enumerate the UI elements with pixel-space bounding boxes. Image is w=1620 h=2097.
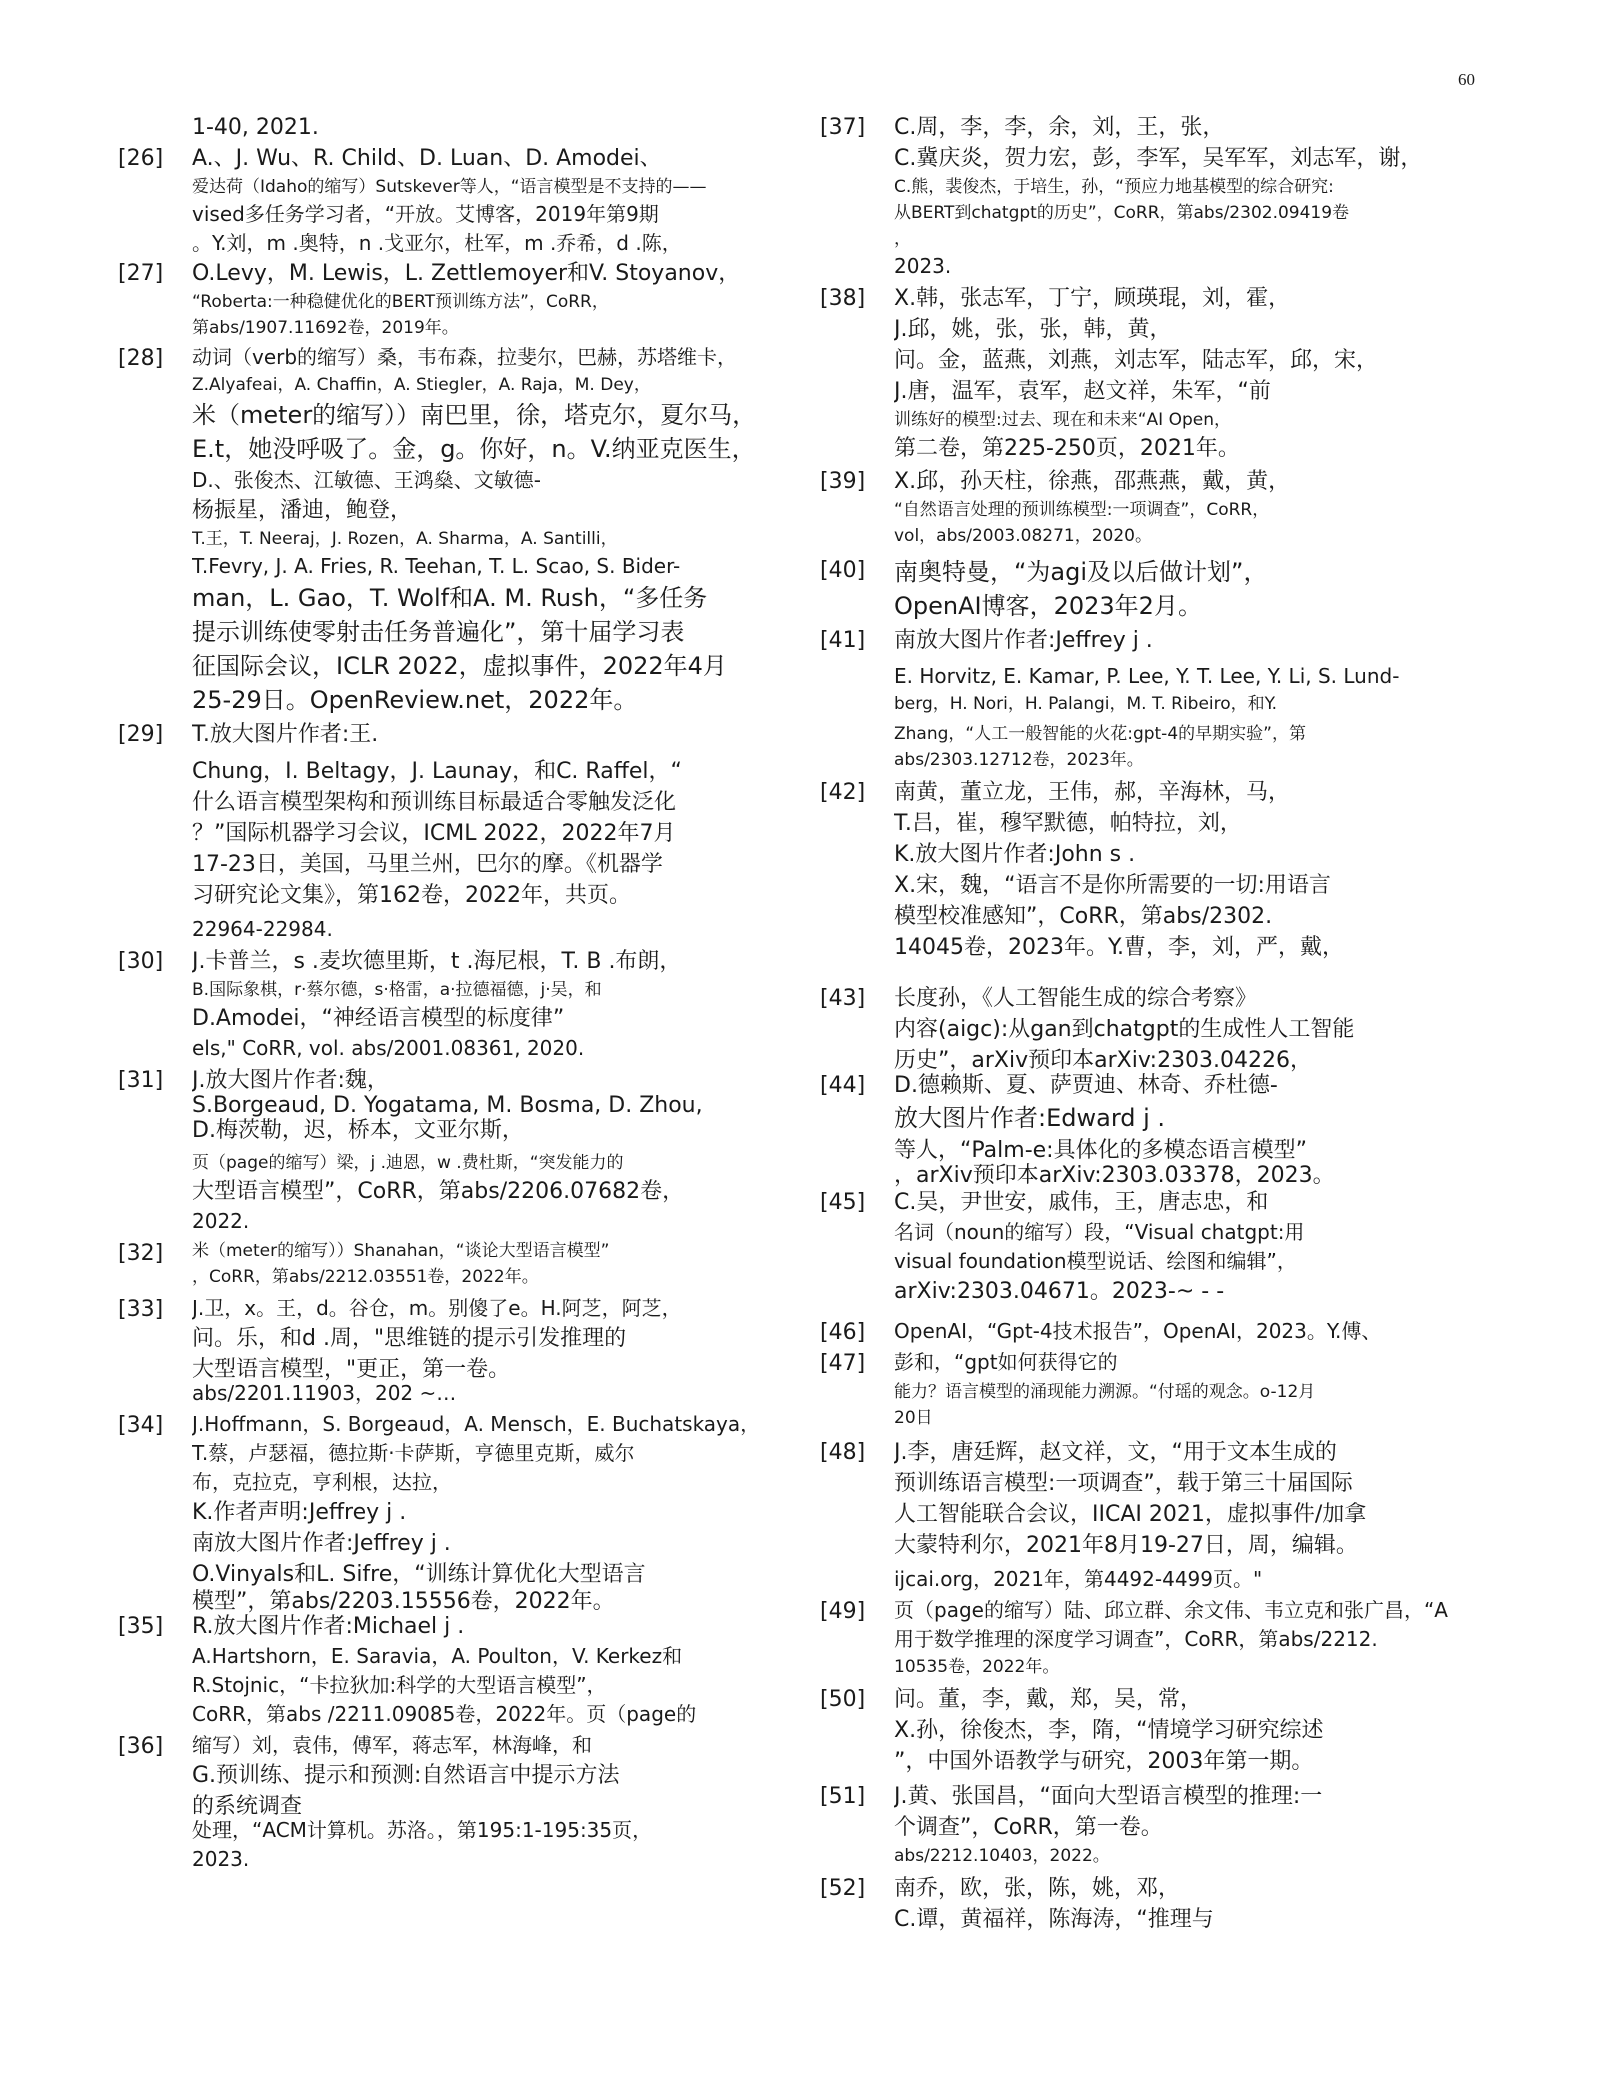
reference-line: J.卡普兰，s .麦坎德里斯，t .海尼根，T. B .布朗，	[192, 949, 682, 974]
reference-line: 等人，“Palm-e:具体化的多模态语言模型”	[894, 1138, 1307, 1163]
reference-line: 大型语言模型”，CoRR，第abs/2206.07682卷，	[192, 1179, 685, 1204]
reference-number: [39]	[820, 469, 866, 494]
reference-line: X.宋，魏，“语言不是你所需要的一切:用语言	[894, 873, 1331, 898]
reference-line: 1-40, 2021.	[192, 115, 319, 140]
reference-number: [49]	[820, 1599, 866, 1624]
reference-line: Z.Alyafeai，A. Chaffin，A. Stiegler，A. Raja，M. Dey，	[192, 375, 651, 395]
reference-number: [32]	[118, 1241, 164, 1266]
reference-number: [41]	[820, 628, 866, 653]
reference-39	[820, 466, 1558, 549]
reference-38	[820, 283, 1558, 464]
reference-line: berg，H. Nori，H. Palangi，M. T. Ribeiro，和Y.	[894, 694, 1277, 714]
reference-line: 名词（noun的缩写）段，“Visual chatgpt:用	[894, 1220, 1305, 1244]
reference-33	[118, 1294, 790, 1408]
reference-line: T.吕，崔，穆罕默德，帕特拉，刘，	[894, 811, 1242, 836]
reference-37	[820, 112, 1558, 281]
reference-43	[820, 983, 1558, 1076]
reference-line: C.吴，尹世安，戚伟，王，唐志忠，和	[894, 1190, 1269, 1215]
reference-47	[820, 1348, 1558, 1431]
reference-line: vol，abs/2003.08271，2020。	[894, 526, 1152, 546]
reference-line: abs/2212.10403，2022。	[894, 1846, 1110, 1866]
reference-45	[820, 1187, 1558, 1307]
reference-line: J.唐，温军，袁军，赵文祥，朱军，“前	[894, 379, 1271, 404]
reference-41	[820, 625, 1558, 773]
reference-line: 25-29日。OpenReview.net，2022年。	[192, 686, 638, 714]
reference-line: R.Stojnic，“卡拉狄加:科学的大型语言模型”，	[192, 1673, 607, 1697]
reference-line: R.放大图片作者:Michael j .	[192, 1614, 465, 1639]
reference-27	[118, 258, 790, 341]
reference-line: OpenAI博客，2023年2月。	[894, 592, 1202, 620]
reference-number: [43]	[820, 986, 866, 1011]
reference-line: 训练好的模型:过去、现在和未来“AI Open，	[894, 410, 1231, 430]
reference-line: 问。乐，和d .周，"思维链的提示引发推理的	[192, 1326, 627, 1351]
reference-number: [27]	[118, 261, 164, 286]
references-right-column	[820, 112, 1558, 1937]
reference-line: O.Vinyals和L. Sifre，“训练计算优化大型语言	[192, 1562, 646, 1587]
reference-line: K.作者声明:Jeffrey j .	[192, 1500, 407, 1525]
reference-line: 2022.	[192, 1209, 250, 1233]
reference-line: 杨振星，潘迪，鲍登，	[192, 498, 413, 523]
reference-line: “Roberta:一种稳健优化的BERT预训练方法”，CoRR，	[192, 292, 609, 312]
reference-line: 2023.	[192, 1847, 250, 1871]
reference-line: 习研究论文集》，第162卷，2022年，共页。	[192, 883, 631, 908]
reference-line: K.放大图片作者:John s .	[894, 842, 1136, 867]
reference-line: A.Hartshorn，E. Saravia，A. Poulton，V. Kerkez和	[192, 1644, 683, 1668]
reference-line: J.黄、张国昌，“面向大型语言模型的推理:一	[894, 1784, 1323, 1809]
reference-line: X.孙，徐俊杰，李，隋，“情境学习研究综述	[894, 1718, 1324, 1743]
reference-line: 预训练语言模型:一项调查”，载于第三十届国际	[894, 1471, 1353, 1496]
reference-line: arXiv:2303.04671。2023-~ - -	[894, 1279, 1225, 1304]
reference-line: 南放大图片作者:Jeffrey j .	[894, 628, 1153, 653]
reference-line: T.放大图片作者:王.	[192, 722, 379, 747]
reference-line: 模型校准感知”，CoRR，第abs/2302.	[894, 904, 1273, 929]
reference-50	[820, 1684, 1558, 1777]
reference-number: [38]	[820, 286, 866, 311]
reference-line: B.国际象棋，r·蔡尔德，s·格雷，a·拉德福德，j·吴，和	[192, 980, 602, 1000]
reference-line: C.冀庆炎，贺力宏，彭，李军，吴军军，刘志军，谢，	[894, 146, 1423, 171]
reference-line: Zhang，“人工一般智能的火花:gpt-4的早期实验”，第	[894, 724, 1306, 744]
reference-line: OpenAI，“Gpt-4技术报告”，OpenAI，2023。Y.傅、	[894, 1319, 1382, 1343]
reference-line: 10535卷，2022年。	[894, 1657, 1060, 1677]
reference-35	[118, 1611, 790, 1729]
reference-40	[820, 555, 1558, 623]
reference-line: 20日	[894, 1408, 933, 1428]
reference-number: [40]	[820, 558, 866, 583]
reference-31	[118, 1065, 790, 1236]
reference-line: 大型语言模型，"更正，第一卷。	[192, 1357, 511, 1382]
reference-line: 南黄，董立龙，王伟，郝，辛海林，马，	[894, 780, 1291, 805]
reference-line: 模型”，第abs/2203.15556卷，2022年。	[192, 1589, 615, 1614]
reference-number: [35]	[118, 1614, 164, 1639]
reference-line: 什么语言模型架构和预训练目标最适合零触发泛化	[192, 790, 677, 815]
reference-32	[118, 1238, 790, 1290]
reference-line: 提示训练使零射击任务普遍化”，第十届学习表	[192, 618, 685, 646]
reference-number: [44]	[820, 1073, 866, 1098]
reference-line: 米（meter的缩写））南巴里，徐，塔克尔，夏尔马，	[192, 401, 757, 429]
reference-49	[820, 1596, 1558, 1680]
reference-number: [33]	[118, 1297, 164, 1322]
page-number: 60	[1458, 70, 1475, 89]
reference-line: ijcai.org，2021年，第4492-4499页。"	[894, 1567, 1263, 1591]
reference-line: S.Borgeaud, D. Yogatama, M. Bosma, D. Zhou,	[192, 1093, 703, 1118]
reference-number: [29]	[118, 722, 164, 747]
reference-30	[118, 946, 790, 1063]
reference-line: 个调查”，CoRR，第一卷。	[894, 1815, 1163, 1840]
reference-number: [52]	[820, 1876, 866, 1901]
reference-number: [30]	[118, 949, 164, 974]
reference-line: J.李，唐廷辉，赵文祥，文，“用于文本生成的	[894, 1440, 1337, 1465]
reference-line: 历史”，arXiv预印本arXiv:2303.04226，	[894, 1048, 1313, 1073]
reference-line: abs/2303.12712卷，2023年。	[894, 750, 1144, 770]
reference-line: vised多任务学习者，“开放。艾博客，2019年第9期	[192, 202, 659, 226]
reference-line: 能力？语言模型的涌现能力溯源。“付瑶的观念。o-12月	[894, 1382, 1316, 1402]
reference-29	[118, 719, 790, 944]
reference-line: E. Horvitz, E. Kamar, P. Lee, Y. T. Lee, Y. Li, S. Lund-	[894, 664, 1400, 688]
reference-line: 征国际会议，ICLR 2022，虚拟事件，2022年4月	[192, 652, 727, 680]
reference-line: C.熊，裴俊杰，于培生，孙，“预应力地基模型的综合研究:	[894, 177, 1334, 197]
reference-line: ”，中国外语教学与研究，2003年第一期。	[894, 1749, 1314, 1774]
reference-line: ，arXiv预印本arXiv:2303.03378，2023。	[894, 1163, 1335, 1188]
reference-line: T.蔡，卢瑟福，德拉斯·卡萨斯，亨德里克斯，威尔	[192, 1441, 635, 1465]
reference-line: 放大图片作者:Edward j .	[894, 1104, 1166, 1132]
reference-line: G.预训练、提示和预测:自然语言中提示方法	[192, 1763, 620, 1788]
reference-34	[118, 1410, 790, 1617]
reference-42	[820, 777, 1558, 963]
reference-number: [46]	[820, 1320, 866, 1345]
reference-line: 的系统调查	[192, 1794, 303, 1819]
reference-line: 米（meter的缩写））Shanahan，“谈论大型语言模型”	[192, 1241, 610, 1261]
reference-number: [47]	[820, 1351, 866, 1376]
reference-line: Chung，I. Beltagy，J. Launay，和C. Raffel，“	[192, 759, 682, 784]
reference-line: 大蒙特利尔，2021年8月19-27日，周，编辑。	[894, 1533, 1358, 1558]
reference-line: J.放大图片作者:魏，	[192, 1068, 389, 1093]
reference-52	[820, 1873, 1558, 1935]
reference-number: [37]	[820, 115, 866, 140]
reference-number: [48]	[820, 1440, 866, 1465]
reference-line: 第abs/1907.11692卷，2019年。	[192, 318, 459, 338]
reference-26	[118, 143, 790, 258]
reference-line: D.、张俊杰、江敏德、王鸿燊、文敏德-	[192, 468, 541, 492]
reference-line: man，L. Gao，T. Wolf和A. M. Rush，“多任务	[192, 584, 708, 612]
reference-line: 缩写）刘，袁伟，傅军，蒋志军，林海峰，和	[192, 1733, 592, 1757]
reference-line: 动词（verb的缩写）桑，韦布森，拉斐尔，巴赫，苏塔维卡，	[192, 345, 738, 369]
reference-line: 彭和，“gpt如何获得它的	[894, 1350, 1118, 1374]
reference-line: 第二卷，第225-250页，2021年。	[894, 436, 1240, 461]
reference-line: 爱达荷（Idaho的缩写）Sutskever等人，“语言模型是不支持的——	[192, 177, 707, 197]
reference-number: [51]	[820, 1784, 866, 1809]
reference-number: [50]	[820, 1687, 866, 1712]
reference-line: 内容(aigc):从gan到chatgpt的生成性人工智能	[894, 1017, 1355, 1042]
reference-51	[820, 1781, 1558, 1869]
reference-number: [34]	[118, 1413, 164, 1438]
reference-line: 页（page的缩写）陆、邱立群、余文伟、韦立克和张广昌，“A	[894, 1598, 1448, 1622]
reference-line: abs/2201.11903，202 ~…	[192, 1381, 457, 1405]
reference-number: [26]	[118, 146, 164, 171]
reference-line: J.邱，姚，张，张，韩，黄，	[894, 317, 1172, 342]
references-left-column	[118, 112, 790, 1876]
reference-line: 问。董，李，戴，郑，吴，常，	[894, 1687, 1203, 1712]
reference-line: X.邱，孙天柱，徐燕，邵燕燕，戴，黄，	[894, 469, 1291, 494]
reference-line: D.梅茨勒，迟，桥本，文亚尔斯，	[192, 1118, 524, 1143]
reference-line: visual foundation模型说话、绘图和编辑”，	[894, 1249, 1297, 1273]
reference-line: 人工智能联合会议，IICAI 2021，虚拟事件/加拿	[894, 1502, 1367, 1527]
reference-line: C.谭，黄福祥，陈海涛，“推理与	[894, 1907, 1214, 1932]
reference-line: 问。金，蓝燕，刘燕，刘志军，陆志军，邱，宋，	[894, 348, 1379, 373]
reference-line: 2023.	[894, 254, 952, 278]
reference-line: X.韩，张志军，丁宁，顾瑛琨，刘，霍，	[894, 286, 1291, 311]
reference-line: 。Y.刘，m .奥特，n .戈亚尔，杜军，m .乔希，d .陈，	[192, 231, 682, 255]
reference-line: 用于数学推理的深度学习调查”，CoRR，第abs/2212.	[894, 1627, 1378, 1651]
reference-line: 南乔，欧，张，陈，姚，邓，	[894, 1876, 1181, 1901]
reference-number: [36]	[118, 1734, 164, 1759]
reference-line: E.t，她没呼吸了。金，g。你好，n。V.纳亚克医生，	[192, 435, 756, 463]
reference-48	[820, 1437, 1558, 1594]
reference-line: 布，克拉克，亨利根，达拉，	[192, 1470, 452, 1494]
reference-line: 17-23日，美国，马里兰州，巴尔的摩。《机器学	[192, 852, 663, 877]
reference-line: ，CoRR，第abs/2212.03551卷，2022年。	[192, 1267, 539, 1287]
reference-line: els," CoRR, vol. abs/2001.08361, 2020.	[192, 1036, 585, 1060]
reference-line: 页（page的缩写）梁，j .迪恩，w .费杜斯，“突发能力的	[192, 1153, 624, 1173]
reference-line: 处理，“ACM计算机。苏洛。，第195:1-195:35页，	[192, 1818, 653, 1842]
reference-line: 长度孙，《人工智能生成的综合考察》	[894, 986, 1258, 1011]
reference-line: C.周，李，李，余，刘，王，张，	[894, 115, 1225, 140]
reference-number: [42]	[820, 780, 866, 805]
reference-line: 从BERT到chatgpt的历史”，CoRR，第abs/2302.09419卷	[894, 203, 1350, 223]
reference-44	[820, 1070, 1558, 1191]
reference-line: 14045卷，2023年。Y.曹，李，刘，严，戴，	[894, 935, 1344, 960]
reference-line: A.、J. Wu、R. Child、D. Luan、D. Amodei、	[192, 146, 662, 171]
reference-line: 南放大图片作者:Jeffrey j .	[192, 1531, 451, 1556]
reference-36	[118, 1731, 790, 1874]
reference-number: [45]	[820, 1190, 866, 1215]
reference-number: [28]	[118, 346, 164, 371]
reference-line: T.Fevry, J. A. Fries, R. Teehan, T. L. Scao, S. Bider-	[192, 554, 681, 578]
reference-line: 南奥特曼，“为agi及以后做计划”，	[894, 558, 1268, 586]
reference-line: CoRR，第abs /2211.09085卷，2022年。页（page的	[192, 1702, 697, 1726]
reference-line: 22964-22984.	[192, 917, 333, 941]
reference-line: D.德赖斯、夏、萨贾迪、林奇、乔杜德-	[894, 1073, 1278, 1098]
reference-line: J.Hoffmann，S. Borgeaud，A. Mensch，E. Buchatskaya，	[192, 1412, 761, 1436]
continued-reference	[118, 112, 790, 143]
reference-line: J.卫，x。王，d。谷仓，m。别傻了e。H.阿芝，阿芝，	[192, 1296, 682, 1320]
reference-line: O.Levy，M. Lewis，L. Zettlemoyer和V. Stoyanov，	[192, 261, 741, 286]
reference-line: D.Amodei，“神经语言模型的标度律”	[192, 1006, 565, 1031]
reference-line: ，	[894, 229, 911, 249]
reference-line: T.王，T. Neeraj，J. Rozen，A. Sharma，A. Santilli，	[192, 529, 618, 549]
reference-46	[820, 1317, 1558, 1346]
reference-number: [31]	[118, 1068, 164, 1093]
reference-line: “自然语言处理的预训练模型:一项调查”，CoRR，	[894, 500, 1270, 520]
reference-28	[118, 343, 790, 717]
reference-line: ？”国际机器学习会议，ICML 2022，2022年7月	[192, 821, 676, 846]
